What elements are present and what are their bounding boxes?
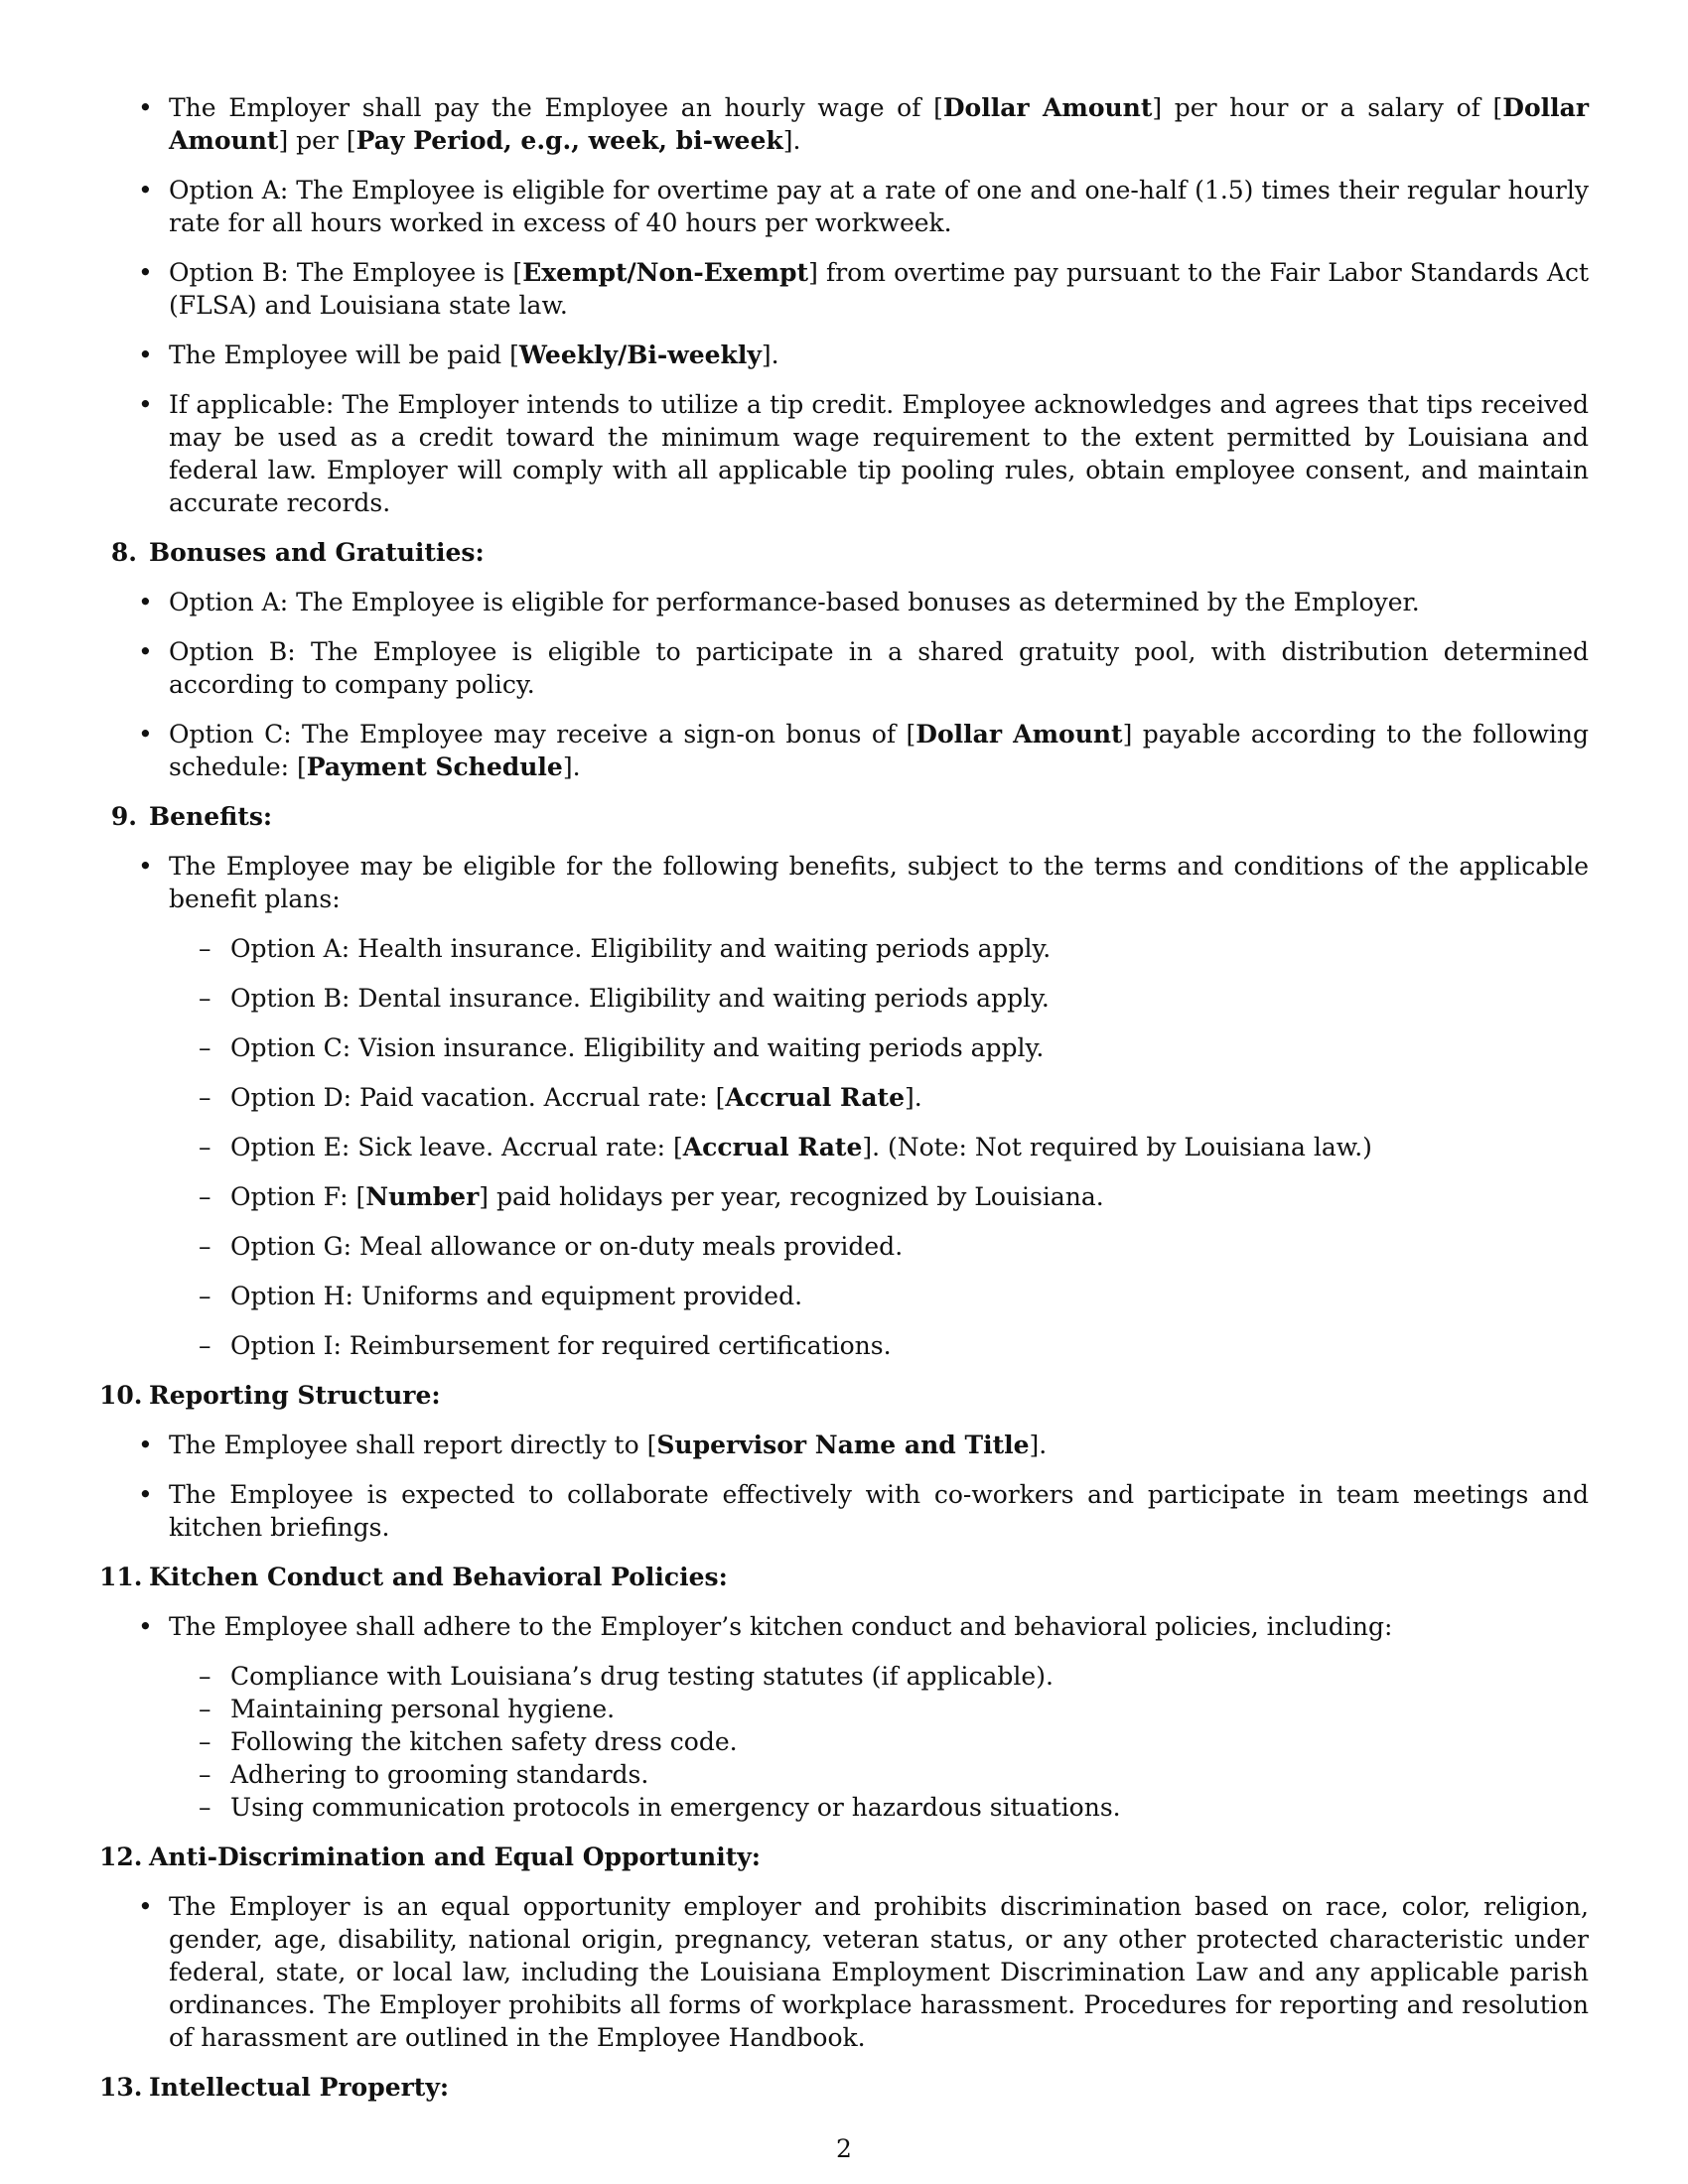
list-item-benefit-c: – Option C: Vision insurance. Eligibility and waiting periods apply. bbox=[169, 1031, 1589, 1064]
list-item-conduct-policy: – Following the kitchen safety dress code. bbox=[169, 1725, 1589, 1758]
list-item-reporting-collaboration: • The Employee is expected to collaborate effectively with co-workers and participate in team meetings and kitchen briefings. bbox=[99, 1478, 1589, 1544]
benefits-options-list bbox=[169, 932, 1589, 1362]
document-page bbox=[99, 91, 1589, 2120]
list-item-tip-credit: • If applicable: The Employer intends to utilize a tip credit. Employee acknowledges and agrees that tips received may be used as a credit toward the minimum wage requirement to the extent permitted by Louisiana and federal law. Employer will comply with all applicable tip pooling rules, obtain employee consent, and maintain accurate records. bbox=[99, 388, 1589, 519]
list-item-conduct-policy: – Adhering to grooming standards. bbox=[169, 1758, 1589, 1791]
list-item-conduct-policy: – Compliance with Louisiana’s drug testing statutes (if applicable). bbox=[169, 1660, 1589, 1693]
list-item-benefit-b: – Option B: Dental insurance. Eligibility and waiting periods apply. bbox=[169, 982, 1589, 1015]
list-item-bonus-a: • Option A: The Employee is eligible for performance-based bonuses as determined by the Employer. bbox=[99, 586, 1589, 618]
list-item-benefits-intro: • The Employee may be eligible for the following benefits, subject to the terms and conditions of the applicable benefit plans: – Option A: Health insurance. Eligibility and waiting periods apply. – Option B: Dental insurance. Eligibility and waiting periods apply. – Option C: Vision insurance. Eligibility and waiting periods apply. – Option D: Paid vacation. Accrual rate: [Accrual Rate]. – Option E: Sick leave. Accrual rate: [Accrual Rate]. (Note: Not required by Louisiana law.) – Option F: [Number] paid holidays per year, recognized by Louisiana. – Option G: Meal allowance or on-duty meals provided. – Option H: Uniforms and equipment provided. – Option I: Reimbursement for required certifications. bbox=[99, 850, 1589, 1362]
list-item-benefit-g: – Option G: Meal allowance or on-duty meals provided. bbox=[169, 1230, 1589, 1263]
anti-discrimination-list bbox=[99, 1890, 1589, 2054]
list-item-benefit-f: – Option F: [Number] paid holidays per year, recognized by Louisiana. bbox=[169, 1180, 1589, 1213]
list-item-benefit-i: – Option I: Reimbursement for required certifications. bbox=[169, 1329, 1589, 1362]
list-item-wage: • The Employer shall pay the Employee an hourly wage of [Dollar Amount] per hour or a salary of [Dollar Amount] per [Pay Period, e.g., week, bi-week]. bbox=[99, 91, 1589, 157]
list-item-pay-frequency: • The Employee will be paid [Weekly/Bi-weekly]. bbox=[99, 339, 1589, 371]
list-item-benefit-d: – Option D: Paid vacation. Accrual rate: [Accrual Rate]. bbox=[169, 1081, 1589, 1114]
list-item-conduct-policy: – Maintaining personal hygiene. bbox=[169, 1693, 1589, 1725]
list-item-conduct-policy: – Using communication protocols in emergency or hazardous situations. bbox=[169, 1791, 1589, 1824]
list-item-benefit-h: – Option H: Uniforms and equipment provided. bbox=[169, 1280, 1589, 1312]
bonuses-list bbox=[99, 586, 1589, 783]
section-heading-reporting: 10. Reporting Structure: bbox=[99, 1381, 441, 1410]
list-item-benefit-e: – Option E: Sick leave. Accrual rate: [Accrual Rate]. (Note: Not required by Louisiana law.) bbox=[169, 1131, 1589, 1163]
list-item-overtime-a: • Option A: The Employee is eligible for overtime pay at a rate of one and one-half (1.5) times their regular hourly rate for all hours worked in excess of 40 hours per workweek. bbox=[99, 174, 1589, 239]
conduct-list bbox=[99, 1610, 1589, 1824]
section-heading-benefits: 9. Benefits: bbox=[110, 802, 273, 831]
list-item-equal-opportunity: • The Employer is an equal opportunity employer and prohibits discrimination based on race, color, religion, gender, age, disability, national origin, pregnancy, veteran status, or any other protected characteristic under federal, state, or local law, including the Louisiana Employment Discrimination Law and any applicable parish ordinances. The Employer prohibits all forms of workplace harassment. Procedures for reporting and resolution of harassment are outlined in the Employee Handbook. bbox=[99, 1890, 1589, 2054]
conduct-policies-list bbox=[169, 1660, 1589, 1824]
list-item-bonus-c: • Option C: The Employee may receive a sign-on bonus of [Dollar Amount] payable according to the following schedule: [Payment Schedule]. bbox=[99, 718, 1589, 783]
list-item-bonus-b: • Option B: The Employee is eligible to participate in a shared gratuity pool, with distribution determined according to company policy. bbox=[99, 635, 1589, 701]
benefits-list bbox=[99, 850, 1589, 1362]
list-item-conduct-intro: • The Employee shall adhere to the Employer’s kitchen conduct and behavioral policies, including: – Compliance with Louisiana’s drug testing statutes (if applicable). – Maintaining personal hygiene. – Following the kitchen safety dress code. – Adhering to grooming standards. – Using communication protocols in emergency or hazardous situations. bbox=[99, 1610, 1589, 1824]
section-heading-intellectual-property: 13. Intellectual Property: bbox=[99, 2073, 450, 2102]
section-heading-bonuses: 8. Bonuses and Gratuities: bbox=[110, 538, 485, 567]
page-number: 2 bbox=[836, 2134, 852, 2163]
section-heading-anti-discrimination: 12. Anti-Discrimination and Equal Opportunity: bbox=[99, 1843, 762, 1871]
list-item-overtime-b: • Option B: The Employee is [Exempt/Non-Exempt] from overtime pay pursuant to the Fair Labor Standards Act (FLSA) and Louisiana state law. bbox=[99, 256, 1589, 322]
list-item-reporting-supervisor: • The Employee shall report directly to [Supervisor Name and Title]. bbox=[99, 1429, 1589, 1461]
list-item-benefit-a: – Option A: Health insurance. Eligibility and waiting periods apply. bbox=[169, 932, 1589, 965]
compensation-list bbox=[99, 91, 1589, 519]
section-heading-conduct: 11. Kitchen Conduct and Behavioral Policies: bbox=[99, 1563, 728, 1591]
reporting-list bbox=[99, 1429, 1589, 1544]
